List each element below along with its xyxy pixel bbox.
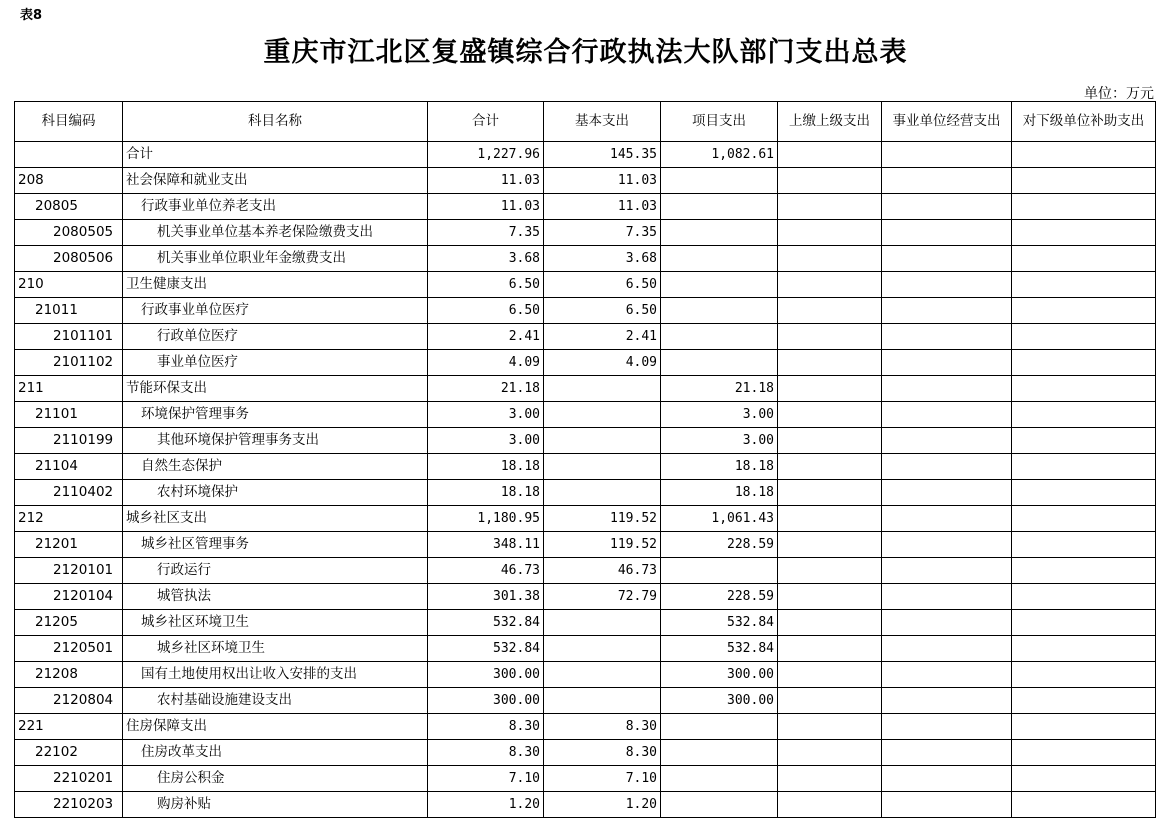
table-row [15,532,1156,558]
cell-total: 1,180.95 [428,506,544,532]
table-row [15,792,1156,818]
cell-business-operation [882,402,1012,428]
table-row [15,168,1156,194]
cell-total: 18.18 [428,454,544,480]
page-title: 重庆市江北区复盛镇综合行政执法大队部门支出总表 [263,37,908,68]
cell-total: 532.84 [428,636,544,662]
cell-total: 3.00 [428,402,544,428]
cell-subsidy-subordinate [1012,220,1156,246]
table-row [15,610,1156,636]
cell-business-operation [882,584,1012,610]
cell-name: 城管执法 [123,584,428,610]
cell-remit-superior [778,428,882,454]
cell-basic: 8.30 [544,740,661,766]
cell-subsidy-subordinate [1012,766,1156,792]
cell-basic: 7.10 [544,766,661,792]
cell-basic: 46.73 [544,558,661,584]
cell-project [661,740,778,766]
cell-name: 合计 [123,142,428,168]
cell-project: 300.00 [661,688,778,714]
cell-subsidy-subordinate [1012,298,1156,324]
cell-total: 21.18 [428,376,544,402]
cell-business-operation [882,766,1012,792]
cell-basic: 6.50 [544,298,661,324]
table-row [15,662,1156,688]
cell-business-operation [882,324,1012,350]
cell-project [661,792,778,818]
cell-name: 行政事业单位医疗 [123,298,428,324]
cell-basic: 7.35 [544,220,661,246]
cell-code: 211 [15,376,123,402]
cell-total: 6.50 [428,298,544,324]
cell-total: 300.00 [428,688,544,714]
table-row [15,246,1156,272]
cell-code: 208 [15,168,123,194]
cell-total: 2.41 [428,324,544,350]
cell-subsidy-subordinate [1012,714,1156,740]
cell-name: 住房公积金 [123,766,428,792]
cell-code: 2101101 [15,324,123,350]
cell-project [661,558,778,584]
cell-name: 农村环境保护 [123,480,428,506]
cell-project [661,324,778,350]
cell-name: 其他环境保护管理事务支出 [123,428,428,454]
cell-name: 住房改革支出 [123,740,428,766]
cell-total: 7.10 [428,766,544,792]
cell-total: 8.30 [428,714,544,740]
cell-code: 20805 [15,194,123,220]
cell-name: 城乡社区环境卫生 [123,610,428,636]
cell-business-operation [882,506,1012,532]
cell-business-operation [882,168,1012,194]
cell-project: 228.59 [661,532,778,558]
cell-business-operation [882,246,1012,272]
cell-business-operation [882,610,1012,636]
cell-code: 21205 [15,610,123,636]
cell-project: 18.18 [661,454,778,480]
cell-subsidy-subordinate [1012,558,1156,584]
cell-code: 2080506 [15,246,123,272]
cell-code: 2101102 [15,350,123,376]
cell-basic: 3.68 [544,246,661,272]
table-row [15,220,1156,246]
cell-business-operation [882,740,1012,766]
cell-remit-superior [778,220,882,246]
cell-business-operation [882,376,1012,402]
cell-remit-superior [778,766,882,792]
cell-basic: 145.35 [544,142,661,168]
cell-subsidy-subordinate [1012,350,1156,376]
cell-name: 社会保障和就业支出 [123,168,428,194]
table-row [15,480,1156,506]
table-row [15,506,1156,532]
cell-subsidy-subordinate [1012,168,1156,194]
col-header-name: 科目名称 [123,102,428,142]
cell-project [661,766,778,792]
cell-code: 221 [15,714,123,740]
cell-business-operation [882,688,1012,714]
cell-remit-superior [778,558,882,584]
cell-total: 1.20 [428,792,544,818]
cell-project: 300.00 [661,662,778,688]
cell-business-operation [882,636,1012,662]
col-header-subsidy-subordinate: 对下级单位补助支出 [1012,102,1156,142]
cell-remit-superior [778,688,882,714]
cell-remit-superior [778,454,882,480]
cell-total: 3.00 [428,428,544,454]
cell-code: 21208 [15,662,123,688]
cell-basic [544,454,661,480]
cell-business-operation [882,428,1012,454]
cell-project [661,298,778,324]
cell-remit-superior [778,324,882,350]
table-row [15,142,1156,168]
cell-remit-superior [778,532,882,558]
cell-project [661,714,778,740]
table-row [15,558,1156,584]
cell-basic: 8.30 [544,714,661,740]
cell-name: 节能环保支出 [123,376,428,402]
cell-total: 46.73 [428,558,544,584]
cell-subsidy-subordinate [1012,636,1156,662]
cell-total: 6.50 [428,272,544,298]
cell-name: 环境保护管理事务 [123,402,428,428]
cell-subsidy-subordinate [1012,272,1156,298]
cell-remit-superior [778,246,882,272]
cell-code: 2120104 [15,584,123,610]
cell-code: 2120101 [15,558,123,584]
table-row [15,350,1156,376]
cell-code: 2120804 [15,688,123,714]
cell-total: 348.11 [428,532,544,558]
cell-basic [544,428,661,454]
cell-total: 3.68 [428,246,544,272]
cell-project: 1,082.61 [661,142,778,168]
cell-business-operation [882,350,1012,376]
cell-remit-superior [778,272,882,298]
cell-subsidy-subordinate [1012,194,1156,220]
cell-project: 3.00 [661,428,778,454]
cell-project: 1,061.43 [661,506,778,532]
cell-name: 机关事业单位基本养老保险缴费支出 [123,220,428,246]
cell-basic [544,376,661,402]
cell-project [661,272,778,298]
cell-basic: 2.41 [544,324,661,350]
col-header-remit-superior: 上缴上级支出 [778,102,882,142]
col-header-basic: 基本支出 [544,102,661,142]
cell-name: 卫生健康支出 [123,272,428,298]
table-row [15,766,1156,792]
cell-subsidy-subordinate [1012,688,1156,714]
cell-project [661,220,778,246]
cell-subsidy-subordinate [1012,376,1156,402]
cell-remit-superior [778,194,882,220]
cell-project [661,350,778,376]
cell-project [661,246,778,272]
table-row [15,272,1156,298]
cell-remit-superior [778,792,882,818]
cell-subsidy-subordinate [1012,610,1156,636]
cell-code: 22102 [15,740,123,766]
cell-project: 532.84 [661,636,778,662]
cell-remit-superior [778,584,882,610]
cell-code: 21011 [15,298,123,324]
cell-remit-superior [778,636,882,662]
cell-remit-superior [778,298,882,324]
table-row [15,194,1156,220]
cell-remit-superior [778,506,882,532]
cell-name: 行政运行 [123,558,428,584]
cell-business-operation [882,142,1012,168]
expense-table [14,101,1156,818]
cell-remit-superior [778,740,882,766]
cell-project: 228.59 [661,584,778,610]
cell-total: 4.09 [428,350,544,376]
cell-name: 自然生态保护 [123,454,428,480]
cell-business-operation [882,792,1012,818]
table-row [15,740,1156,766]
cell-business-operation [882,298,1012,324]
cell-code: 21201 [15,532,123,558]
cell-business-operation [882,272,1012,298]
cell-name: 购房补贴 [123,792,428,818]
cell-total: 301.38 [428,584,544,610]
cell-name: 机关事业单位职业年金缴费支出 [123,246,428,272]
cell-subsidy-subordinate [1012,428,1156,454]
cell-subsidy-subordinate [1012,402,1156,428]
cell-code [15,142,123,168]
cell-project: 532.84 [661,610,778,636]
table-label: 表8 [20,8,43,23]
cell-project: 3.00 [661,402,778,428]
cell-name: 国有土地使用权出让收入安排的支出 [123,662,428,688]
cell-subsidy-subordinate [1012,246,1156,272]
cell-remit-superior [778,662,882,688]
cell-remit-superior [778,350,882,376]
cell-basic: 11.03 [544,194,661,220]
cell-remit-superior [778,714,882,740]
cell-business-operation [882,454,1012,480]
cell-name: 城乡社区支出 [123,506,428,532]
table-row [15,636,1156,662]
cell-code: 2210203 [15,792,123,818]
cell-remit-superior [778,480,882,506]
cell-name: 城乡社区管理事务 [123,532,428,558]
cell-name: 事业单位医疗 [123,350,428,376]
table-row [15,298,1156,324]
cell-basic: 119.52 [544,532,661,558]
cell-code: 2120501 [15,636,123,662]
table-row [15,324,1156,350]
cell-subsidy-subordinate [1012,662,1156,688]
cell-subsidy-subordinate [1012,584,1156,610]
cell-name: 住房保障支出 [123,714,428,740]
cell-subsidy-subordinate [1012,792,1156,818]
cell-business-operation [882,558,1012,584]
cell-remit-superior [778,168,882,194]
table-row [15,584,1156,610]
cell-basic: 72.79 [544,584,661,610]
cell-business-operation [882,480,1012,506]
cell-name: 农村基础设施建设支出 [123,688,428,714]
cell-business-operation [882,662,1012,688]
cell-remit-superior [778,376,882,402]
unit-label: 单位：万元 [1084,86,1154,102]
cell-code: 21101 [15,402,123,428]
cell-total: 1,227.96 [428,142,544,168]
cell-total: 18.18 [428,480,544,506]
cell-subsidy-subordinate [1012,532,1156,558]
cell-business-operation [882,714,1012,740]
col-header-code: 科目编码 [15,102,123,142]
cell-basic [544,636,661,662]
cell-basic [544,402,661,428]
cell-basic: 11.03 [544,168,661,194]
col-header-total: 合计 [428,102,544,142]
cell-name: 行政事业单位养老支出 [123,194,428,220]
col-header-business-operation: 事业单位经营支出 [882,102,1012,142]
cell-project: 21.18 [661,376,778,402]
cell-subsidy-subordinate [1012,480,1156,506]
cell-total: 7.35 [428,220,544,246]
cell-basic: 1.20 [544,792,661,818]
cell-basic [544,480,661,506]
table-row [15,376,1156,402]
table-row [15,454,1156,480]
cell-subsidy-subordinate [1012,506,1156,532]
col-header-project: 项目支出 [661,102,778,142]
cell-remit-superior [778,610,882,636]
cell-code: 2110402 [15,480,123,506]
cell-code: 2080505 [15,220,123,246]
cell-project [661,194,778,220]
cell-project [661,168,778,194]
cell-total: 11.03 [428,194,544,220]
cell-subsidy-subordinate [1012,324,1156,350]
cell-code: 21104 [15,454,123,480]
cell-basic: 4.09 [544,350,661,376]
cell-total: 8.30 [428,740,544,766]
cell-basic [544,688,661,714]
cell-business-operation [882,532,1012,558]
table-row [15,688,1156,714]
cell-basic: 119.52 [544,506,661,532]
cell-subsidy-subordinate [1012,740,1156,766]
cell-project: 18.18 [661,480,778,506]
cell-total: 532.84 [428,610,544,636]
cell-total: 300.00 [428,662,544,688]
cell-business-operation [882,220,1012,246]
table-row [15,402,1156,428]
header-row [15,102,1156,142]
cell-code: 2110199 [15,428,123,454]
cell-basic: 6.50 [544,272,661,298]
cell-total: 11.03 [428,168,544,194]
table-body [15,142,1156,818]
cell-basic [544,662,661,688]
cell-subsidy-subordinate [1012,454,1156,480]
cell-basic [544,610,661,636]
cell-code: 210 [15,272,123,298]
cell-remit-superior [778,142,882,168]
cell-business-operation [882,194,1012,220]
cell-code: 212 [15,506,123,532]
table-row [15,428,1156,454]
cell-name: 城乡社区环境卫生 [123,636,428,662]
cell-remit-superior [778,402,882,428]
cell-name: 行政单位医疗 [123,324,428,350]
cell-code: 2210201 [15,766,123,792]
cell-subsidy-subordinate [1012,142,1156,168]
table-row [15,714,1156,740]
